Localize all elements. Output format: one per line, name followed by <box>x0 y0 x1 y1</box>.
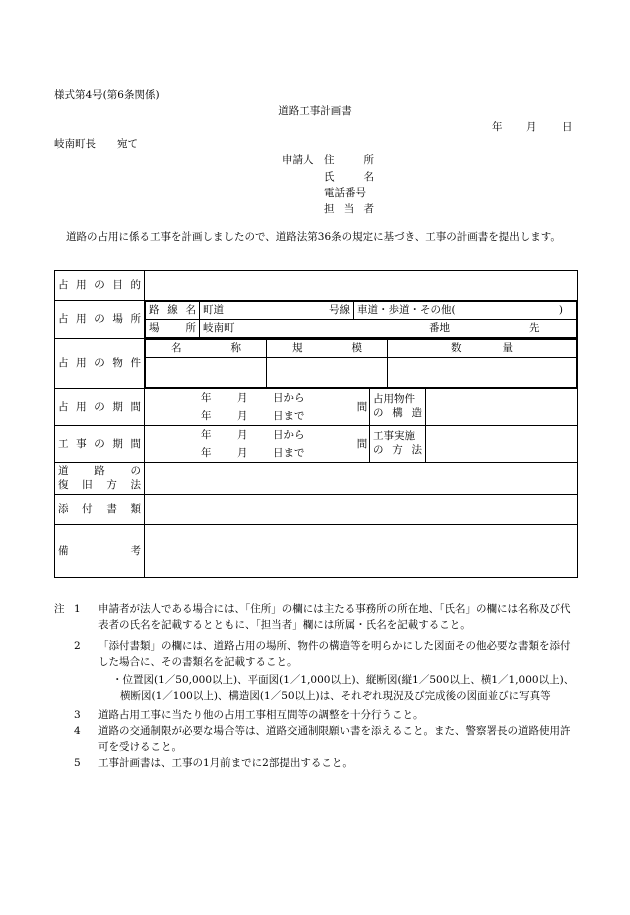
place-value <box>145 301 578 339</box>
restore-value[interactable] <box>145 463 578 495</box>
route-label: 路 線 名 <box>146 302 200 320</box>
note-2-sub: ・位置図(1／50,000以上)、平面図(1／1,000以上)、縦断図(縦1／500以上、横1／1,000以上)、横断図(1／100以上)、構造図(1／50以上)は、それぞれ現況及び完成後の図面並びに写真等 <box>112 674 575 703</box>
object-scale-value[interactable] <box>267 358 388 388</box>
structure-value[interactable] <box>426 389 578 426</box>
note-2: 2 「添付書類」の欄には、道路占用の場所、物件の構造等を明らかにした図面その他必要な書類を添付した場合に、その書類名を記載すること。 <box>74 639 571 668</box>
work-period-label: 工 事 の 期 間 <box>55 426 145 463</box>
notes-section <box>54 601 578 772</box>
date-day: 日 <box>562 121 573 133</box>
field-name-label: 氏 名 <box>324 170 374 183</box>
col-qty-header: 数 量 <box>388 340 577 358</box>
object-name-value[interactable] <box>146 358 267 388</box>
field-phone-label: 電話番号 <box>324 186 366 199</box>
col-name-header: 名 称 <box>146 340 267 358</box>
page-title: 道路工事計画書 <box>278 105 352 117</box>
purpose-value[interactable] <box>145 271 578 301</box>
remarks-label: 備 考 <box>55 525 145 578</box>
method-value[interactable] <box>426 426 578 463</box>
addressee: 岐南町長 宛て <box>54 138 138 150</box>
object-qty-value[interactable] <box>388 358 577 388</box>
date-month: 月 <box>526 121 537 133</box>
note-5: 5 工事計画書は、工事の1月前までに2部提出すること。 <box>74 757 353 770</box>
date-year: 年 <box>492 121 503 133</box>
attach-label: 添 付 書 類 <box>55 495 145 525</box>
object-value <box>145 339 578 389</box>
structure-label: 占用物件 の 構 造 <box>370 389 426 426</box>
occupy-period-label: 占 用 の 期 間 <box>55 389 145 426</box>
restore-label: 道 路 の 復 旧 方 法 <box>55 463 145 495</box>
col-scale-header: 規 模 <box>267 340 388 358</box>
route-value[interactable]: 町道 号線 <box>200 302 354 320</box>
applicant-label: 申請人 <box>282 154 314 167</box>
field-address-label: 住 所 <box>324 154 374 167</box>
remarks-value[interactable] <box>145 525 578 578</box>
place-label: 占 用 の 場 所 <box>55 301 145 339</box>
applicant-block <box>282 152 374 218</box>
method-label: 工事実施 の 方 法 <box>370 426 426 463</box>
date-line <box>492 120 573 134</box>
field-person-label: 担 当 者 <box>324 203 374 216</box>
road-type[interactable]: 車道・歩道・その他( ) <box>354 302 577 320</box>
intro-text: 道路の占用に係る工事を計画しましたので、道路法第36条の規定に基づき、工事の計画書を提出します。 <box>66 231 561 243</box>
object-label: 占 用 の 物 件 <box>55 339 145 389</box>
note-3: 3 道路占用工事に当たり他の占用工事相互間等の調整を十分行うこと。 <box>74 708 424 721</box>
form-number: 様式第4号(第6条関係) <box>54 89 160 101</box>
attach-value[interactable] <box>145 495 578 525</box>
location-label: 場 所 <box>146 320 200 338</box>
plan-table <box>54 270 578 578</box>
occupy-period-value[interactable]: 年 月 日から 年 月 日まで 間 <box>145 389 370 426</box>
purpose-label: 占 用 の 目 的 <box>55 271 145 301</box>
location-value[interactable]: 岐南町 番地 先 <box>200 320 577 338</box>
note-1: 1 申請者が法人である場合には、「住所」の欄には主たる事務所の所在地、「氏名」の欄には名称及び代表者の氏名を記載するとともに、「担当者」欄には所属・氏名を記載すること。 <box>74 603 571 632</box>
notes-head: 注 <box>54 603 65 615</box>
work-period-value[interactable]: 年 月 日から 年 月 日まで 間 <box>145 426 370 463</box>
note-4: 4 道路の交通制限が必要な場合等は、道路交通制限願い書を添えること。また、警察署長の道路使用許可を受けること。 <box>74 724 571 754</box>
